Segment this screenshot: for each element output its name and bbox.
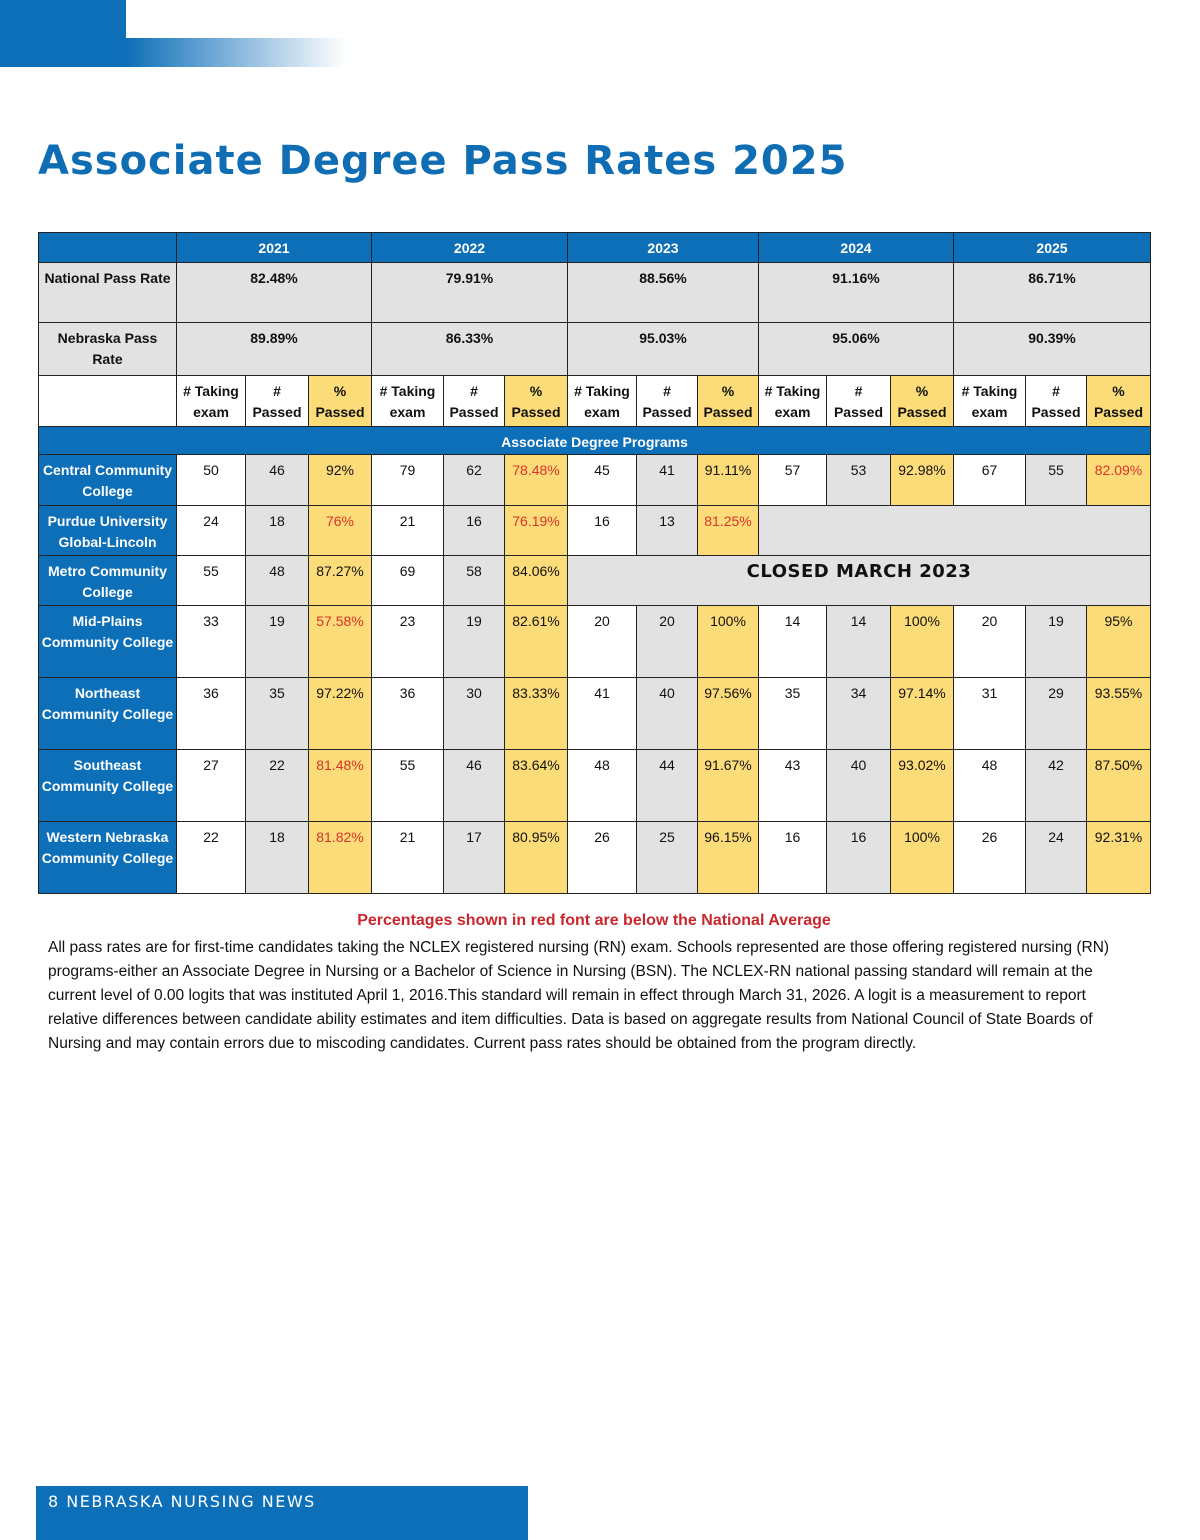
year-header: 2022 — [372, 233, 568, 263]
program-name: Central Community College — [39, 455, 177, 506]
nebraska-rate-row — [39, 323, 1151, 376]
passed-value: 40 — [827, 750, 891, 822]
taking-exam-value: 23 — [372, 606, 444, 678]
passed-value: 24 — [1026, 822, 1087, 894]
year-header: 2025 — [954, 233, 1151, 263]
passed-value: 19 — [246, 606, 309, 678]
taking-exam-value: 69 — [372, 556, 444, 606]
program-row — [39, 678, 1151, 750]
col-header-percent: % Passed — [505, 376, 568, 427]
program-name: Northeast Community College — [39, 678, 177, 750]
taking-exam-value: 48 — [568, 750, 637, 822]
passed-value: 30 — [444, 678, 505, 750]
percent-passed-value: 81.25% — [698, 506, 759, 556]
col-header-passed: # Passed — [1026, 376, 1087, 427]
header-gradient-bar — [126, 38, 346, 67]
taking-exam-value: 33 — [177, 606, 246, 678]
program-name: Metro Community College — [39, 556, 177, 606]
passed-value: 53 — [827, 455, 891, 506]
program-row — [39, 822, 1151, 894]
taking-exam-value: 20 — [568, 606, 637, 678]
percent-passed-value: 96.15% — [698, 822, 759, 894]
taking-exam-value: 41 — [568, 678, 637, 750]
page-title: Associate Degree Pass Rates 2025 — [38, 138, 848, 184]
nebraska-rate-value: 86.33% — [372, 323, 568, 376]
disclaimer-text: All pass rates are for first-time candidates taking the NCLEX registered nursing (RN) exam. Schools represented are those offering registered nursing (RN) programs-either an Associate Degree in Nursing or a Bachelor of Science in Nursing (BSN). The NCLEX-RN national passing standard will remain at the current level of 0.00 logits that was instituted April 1, 2016.This standard will remain in effect through March 31, 2026. A logit is a measurement to report relative differences between candidate ability estimates and item difficulties. Data is based on aggregate results from National Council of State Boards of Nursing and may contain errors due to miscoding candidates. Current pass rates should be obtained from the program directly. — [48, 939, 1110, 1052]
passed-value: 34 — [827, 678, 891, 750]
percent-passed-value: 57.58% — [309, 606, 372, 678]
percent-passed-value: 100% — [891, 606, 954, 678]
col-header-taking: # Taking exam — [372, 376, 444, 427]
percent-passed-value: 97.22% — [309, 678, 372, 750]
col-header-taking: # Taking exam — [759, 376, 827, 427]
percent-passed-value: 92.98% — [891, 455, 954, 506]
passed-value: 16 — [444, 506, 505, 556]
passed-value: 17 — [444, 822, 505, 894]
nebraska-rate-value: 90.39% — [954, 323, 1151, 376]
percent-passed-value: 76.19% — [505, 506, 568, 556]
percent-passed-value: 100% — [698, 606, 759, 678]
header-color-block — [0, 0, 126, 67]
percent-passed-value: 92% — [309, 455, 372, 506]
passed-value: 19 — [444, 606, 505, 678]
percent-passed-value: 82.09% — [1087, 455, 1151, 506]
taking-exam-value: 24 — [177, 506, 246, 556]
year-header: 2021 — [177, 233, 372, 263]
taking-exam-value: 43 — [759, 750, 827, 822]
blank-merged-cell — [759, 506, 1151, 556]
col-header-percent: % Passed — [891, 376, 954, 427]
percent-passed-value: 87.50% — [1087, 750, 1151, 822]
percent-passed-value: 92.31% — [1087, 822, 1151, 894]
program-row — [39, 455, 1151, 506]
national-rate-value: 82.48% — [177, 263, 372, 323]
column-header-row — [39, 376, 1151, 427]
percent-passed-value: 91.67% — [698, 750, 759, 822]
passed-value: 29 — [1026, 678, 1087, 750]
percent-passed-value: 93.55% — [1087, 678, 1151, 750]
taking-exam-value: 57 — [759, 455, 827, 506]
passed-value: 41 — [637, 455, 698, 506]
taking-exam-value: 55 — [372, 750, 444, 822]
col-header-taking: # Taking exam — [177, 376, 246, 427]
taking-exam-value: 35 — [759, 678, 827, 750]
percent-passed-value: 81.82% — [309, 822, 372, 894]
program-name: Mid-Plains Community College — [39, 606, 177, 678]
year-header: 2024 — [759, 233, 954, 263]
percent-passed-value: 80.95% — [505, 822, 568, 894]
percent-passed-value: 83.64% — [505, 750, 568, 822]
passed-value: 19 — [1026, 606, 1087, 678]
percent-passed-value: 83.33% — [505, 678, 568, 750]
taking-exam-value: 14 — [759, 606, 827, 678]
percent-passed-value: 78.48% — [505, 455, 568, 506]
year-header-row — [39, 233, 1151, 263]
program-row — [39, 506, 1151, 556]
col-header-passed: # Passed — [637, 376, 698, 427]
taking-exam-value: 36 — [372, 678, 444, 750]
nebraska-rate-value: 89.89% — [177, 323, 372, 376]
passed-value: 16 — [827, 822, 891, 894]
col-header-percent: % Passed — [1087, 376, 1151, 427]
section-header-row — [39, 427, 1151, 455]
col-header-passed: # Passed — [827, 376, 891, 427]
program-name: Purdue University Global-Lincoln — [39, 506, 177, 556]
percent-passed-value: 93.02% — [891, 750, 954, 822]
taking-exam-value: 16 — [568, 506, 637, 556]
passed-value: 48 — [246, 556, 309, 606]
col-header-passed: # Passed — [444, 376, 505, 427]
col-header-passed: # Passed — [246, 376, 309, 427]
passed-value: 35 — [246, 678, 309, 750]
taking-exam-value: 16 — [759, 822, 827, 894]
pass-rates-table — [38, 232, 1151, 894]
nebraska-rate-value: 95.03% — [568, 323, 759, 376]
taking-exam-value: 20 — [954, 606, 1026, 678]
taking-exam-value: 48 — [954, 750, 1026, 822]
passed-value: 20 — [637, 606, 698, 678]
corner-cell — [39, 233, 177, 263]
footer-page-label: 8 NEBRASKA NURSING NEWS — [48, 1492, 316, 1511]
taking-exam-value: 67 — [954, 455, 1026, 506]
percent-passed-value: 87.27% — [309, 556, 372, 606]
taking-exam-value: 45 — [568, 455, 637, 506]
percent-passed-value: 91.11% — [698, 455, 759, 506]
passed-value: 62 — [444, 455, 505, 506]
passed-value: 22 — [246, 750, 309, 822]
taking-exam-value: 22 — [177, 822, 246, 894]
program-row — [39, 606, 1151, 678]
percent-passed-value: 84.06% — [505, 556, 568, 606]
percent-passed-value: 76% — [309, 506, 372, 556]
passed-value: 25 — [637, 822, 698, 894]
passed-value: 46 — [246, 455, 309, 506]
percent-passed-value: 95% — [1087, 606, 1151, 678]
passed-value: 40 — [637, 678, 698, 750]
taking-exam-value: 55 — [177, 556, 246, 606]
program-name: Southeast Community College — [39, 750, 177, 822]
passed-value: 14 — [827, 606, 891, 678]
row-label: National Pass Rate — [39, 263, 177, 323]
percent-passed-value: 82.61% — [505, 606, 568, 678]
percent-passed-value: 97.14% — [891, 678, 954, 750]
passed-value: 44 — [637, 750, 698, 822]
passed-value: 55 — [1026, 455, 1087, 506]
passed-value: 46 — [444, 750, 505, 822]
year-header: 2023 — [568, 233, 759, 263]
passed-value: 58 — [444, 556, 505, 606]
red-font-note: Percentages shown in red font are below the National Average — [357, 912, 831, 929]
passed-value: 13 — [637, 506, 698, 556]
taking-exam-value: 36 — [177, 678, 246, 750]
taking-exam-value: 27 — [177, 750, 246, 822]
passed-value: 18 — [246, 822, 309, 894]
program-row — [39, 750, 1151, 822]
taking-exam-value: 31 — [954, 678, 1026, 750]
national-rate-value: 91.16% — [759, 263, 954, 323]
taking-exam-value: 50 — [177, 455, 246, 506]
taking-exam-value: 26 — [568, 822, 637, 894]
national-rate-row — [39, 263, 1151, 323]
passed-value: 42 — [1026, 750, 1087, 822]
national-rate-value: 88.56% — [568, 263, 759, 323]
percent-passed-value: 97.56% — [698, 678, 759, 750]
blank-header-cell — [39, 376, 177, 427]
col-header-taking: # Taking exam — [568, 376, 637, 427]
taking-exam-value: 79 — [372, 455, 444, 506]
col-header-taking: # Taking exam — [954, 376, 1026, 427]
section-label: Associate Degree Programs — [39, 427, 1151, 455]
passed-value: 18 — [246, 506, 309, 556]
row-label: Nebraska Pass Rate — [39, 323, 177, 376]
taking-exam-value: 21 — [372, 822, 444, 894]
national-rate-value: 86.71% — [954, 263, 1151, 323]
national-rate-value: 79.91% — [372, 263, 568, 323]
nebraska-rate-value: 95.06% — [759, 323, 954, 376]
col-header-percent: % Passed — [698, 376, 759, 427]
percent-passed-value: 81.48% — [309, 750, 372, 822]
taking-exam-value: 26 — [954, 822, 1026, 894]
taking-exam-value: 21 — [372, 506, 444, 556]
program-name: Western Nebraska Community College — [39, 822, 177, 894]
footer-bar — [36, 1486, 528, 1540]
percent-passed-value: 100% — [891, 822, 954, 894]
program-row — [39, 556, 1151, 606]
closed-notice: CLOSED MARCH 2023 — [568, 556, 1151, 606]
col-header-percent: % Passed — [309, 376, 372, 427]
